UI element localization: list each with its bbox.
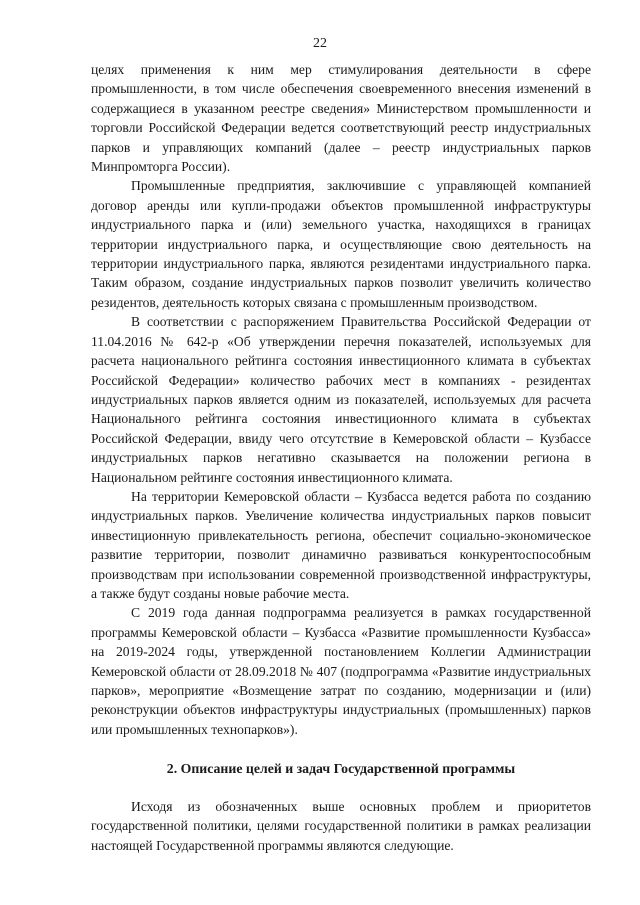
paragraph-residents: Промышленные предприятия, заключившие с управляющей компанией договор аренды или купли-продажи объектов промышленной инфраструктуры индустриального парка и (или) земельного участка, находящихся в границах территории индустриального парка, и осуществляющие свою деятельность на территории индустриального парка, являются резидентами индустриального парка. Таким образом, создание индустриальных парков позволит увеличить количество резидентов, деятельность которых связана с промышленным производством. (91, 178, 591, 310)
paragraph-goals: Исходя из обозначенных выше основных проблем и приоритетов государственной политики, целями государственной политики в рамках реализации настоящей Государственной программы являются следующие. (91, 799, 591, 853)
paragraph-rating: В соответствии с распоряжением Правительства Российской Федерации от 11.04.2016 № 642-р «Об утверждении перечня показателей, используемых для расчета национального рейтинга состояния инвестиционного климата в субъектах Российской Федерации» количество рабочих мест в компаниях - резидентах индустриальных парков является одним из показателей, используемых для расчета Национального рейтинга состояния инвестиционного климата в субъектах Российской Федерации, ввиду чего отсутствие в Кемеровской области – Кузбассе индустриальных парков негативно сказывается на положении региона в Национальном рейтинге состояния инвестиционного климата. (91, 314, 591, 485)
paragraph-territory: На территории Кемеровской области – Кузбасса ведется работа по созданию индустриальных парков. Увеличение количества индустриальных парков повысит инвестиционную привлекательность региона, обеспечит социально-экономическое развитие территории, позволит динамично развиваться конкурентоспособным производствам при использовании современной производственной инфраструктуры, а также будут созданы новые рабочие места. (91, 488, 591, 601)
paragraph-continuation: целях применения к ним мер стимулирования деятельности в сфере промышленности, в том числе обеспечения своевременного внесения изменений в содержащиеся в указанном реестре сведения» Министерством промышленности и торговли Российской Федерации ведется соответствующий реестр индустриальных парков и управляющих компаний (далее – реестр индустриальных парков Минпромторга России). (91, 62, 591, 175)
page-number: 22 (313, 36, 327, 51)
section-body (91, 797, 591, 855)
body-text (91, 60, 591, 739)
paragraph-subprogram: С 2019 года данная подпрограмма реализуется в рамках государственной программы Кемеровской области – Кузбасса «Развитие промышленности Кузбасса» на 2019-2024 годы, утвержденной постановлением Коллегии Администрации Кемеровской области от 28.09.2018 № 407 (подпрограмма «Развитие индустриальных парков», мероприятие «Возмещение затрат по созданию, модернизации и (или) реконструкции объектов инфраструктуры индустриальных (промышленных) парков или промышленных технопарков»). (91, 605, 591, 737)
section-heading: 2. Описание целей и задач Государственной программы (166, 761, 516, 776)
